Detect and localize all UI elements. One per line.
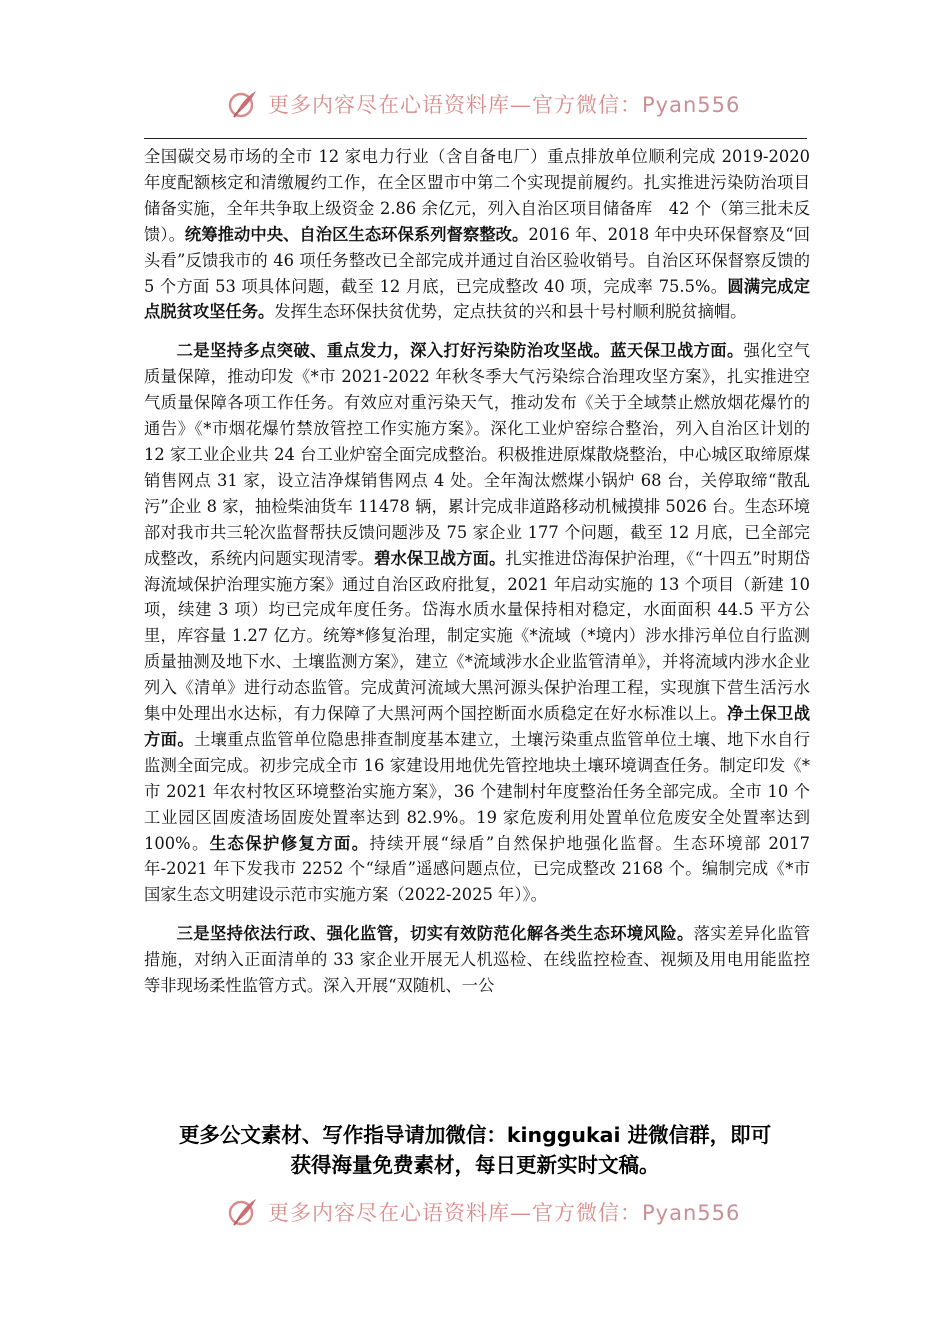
watermark-footer — [226, 1192, 746, 1232]
promo-notice — [130, 1120, 820, 1180]
paragraph-1: 全国碳交易市场的全市 12 家电力行业（含自备电厂）重点排放单位顺利完成 2019-2020 年度配额核定和清缴履约工作，在全区盟市中第二个实现提前履约。扎实推进污染防治项目储备实施，全年共争取上级资金 2.86 余亿元，列入自治区项目储备库 42 个（第三批未反馈）。统筹推动中央、自治区生态环保系列督察整改。2016 年、2018 年中央环保督察及“回头看”反馈我市的 46 项任务整改已全部完成并通过自治区验收销号。自治区环保督察反馈的 5 个方面 53 项具体问题，截至 12 月底，已完成整改 40 项，完成率 75.5%。圆满完成定点脱贫攻坚任务。发挥生态环保扶贫优势，定点扶贫的兴和县十号村顺利脱贫摘帽。 — [144, 147, 810, 322]
promo-line-1: 更多公文素材、写作指导请加微信：kinggukai 进微信群，即可 — [178, 1123, 772, 1147]
header-divider — [144, 138, 807, 139]
watermark-header — [226, 84, 746, 124]
paragraph-3: 三是坚持依法行政、强化监管，切实有效防范化解各类生态环境风险。落实差异化监管措施，对纳入正面清单的 33 家企业开展无人机巡检、在线监控检查、视频及用电用能监控等非现场柔性监管方式。深入开展“双随机、一公 — [144, 924, 810, 996]
document-body — [144, 144, 810, 999]
watermark-text: 更多内容尽在心语资料库—官方微信：Pyan556 — [268, 1201, 741, 1225]
watermark-text: 更多内容尽在心语资料库—官方微信：Pyan556 — [268, 93, 741, 117]
paragraph-2: 二是坚持多点突破、重点发力，深入打好污染防治攻坚战。蓝天保卫战方面。强化空气质量保障，推动印发《*市 2021-2022 年秋冬季大气污染综合治理攻坚方案》，扎实推进空气质量保障各项工作任务。有效应对重污染天气，推动发布《关于全域禁止燃放烟花爆竹的通告》《*市烟花爆竹禁放管控工作实施方案》。深化工业炉窑综合整治，列入自治区计划的 12 家工业企业共 24 台工业炉窑全面完成整治。积极推进原煤散烧整治，中心城区取缔原煤销售网点 31 家，设立洁净煤销售网点 4 处。全年淘汰燃煤小锅炉 68 台，关停取缔“散乱污”企业 8 家，抽检柴油货车 11478 辆，累计完成非道路移动机械摸排 5026 台。生态环境部对我市共三轮次监督帮扶反馈问题涉及 75 家企业 177 个问题，截至 12 月底，已全部完成整改，系统内问题实现清零。碧水保卫战方面。扎实推进岱海保护治理，《“十四五”时期岱海流域保护治理实施方案》通过自治区政府批复，2021 年启动实施的 13 个项目（新建 10 项，续建 3 项）均已完成年度任务。岱海水质水量保持相对稳定，水面面积 44.5 平方公里，库容量 1.27 亿方。统筹*修复治理，制定实施《*流域（*境内）涉水排污单位自行监测质量抽测及地下水、土壤监测方案》，建立《*流域涉水企业监管清单》，并将流域内涉水企业列入《清单》进行动态监管。完成黄河流域大黑河源头保护治理工程，实现旗下营生活污水集中处理出水达标，有力保障了大黑河两个国控断面水质稳定在好水标准以上。净土保卫战方面。土壤重点监管单位隐患排查制度基本建立，土壤污染重点监管单位土壤、地下水自行监测全面完成。初步完成全市 16 家建设用地优先管控地块土壤环境调查任务。制定印发《*市 2021 年农村牧区环境整治实施方案》，36 个建制村年度整治任务全部完成。全市 10 个工业园区固废渣场固废处置率达到 82.9%。19 家危废利用处置单位危废安全处置率达到 100%。生态保护修复方面。持续开展“绿盾”自然保护地强化监督。生态环境部 2017 年-2021 年下发我市 2252 个“绿盾”遥感问题点位，已完成整改 2168 个。编制完成《*市国家生态文明建设示范市实施方案（2022-2025 年）》。 — [144, 341, 810, 905]
quill-logo-icon — [226, 1195, 260, 1229]
promo-line-2: 获得海量免费素材，每日更新实时文稿。 — [290, 1153, 660, 1177]
quill-logo-icon — [226, 87, 260, 121]
